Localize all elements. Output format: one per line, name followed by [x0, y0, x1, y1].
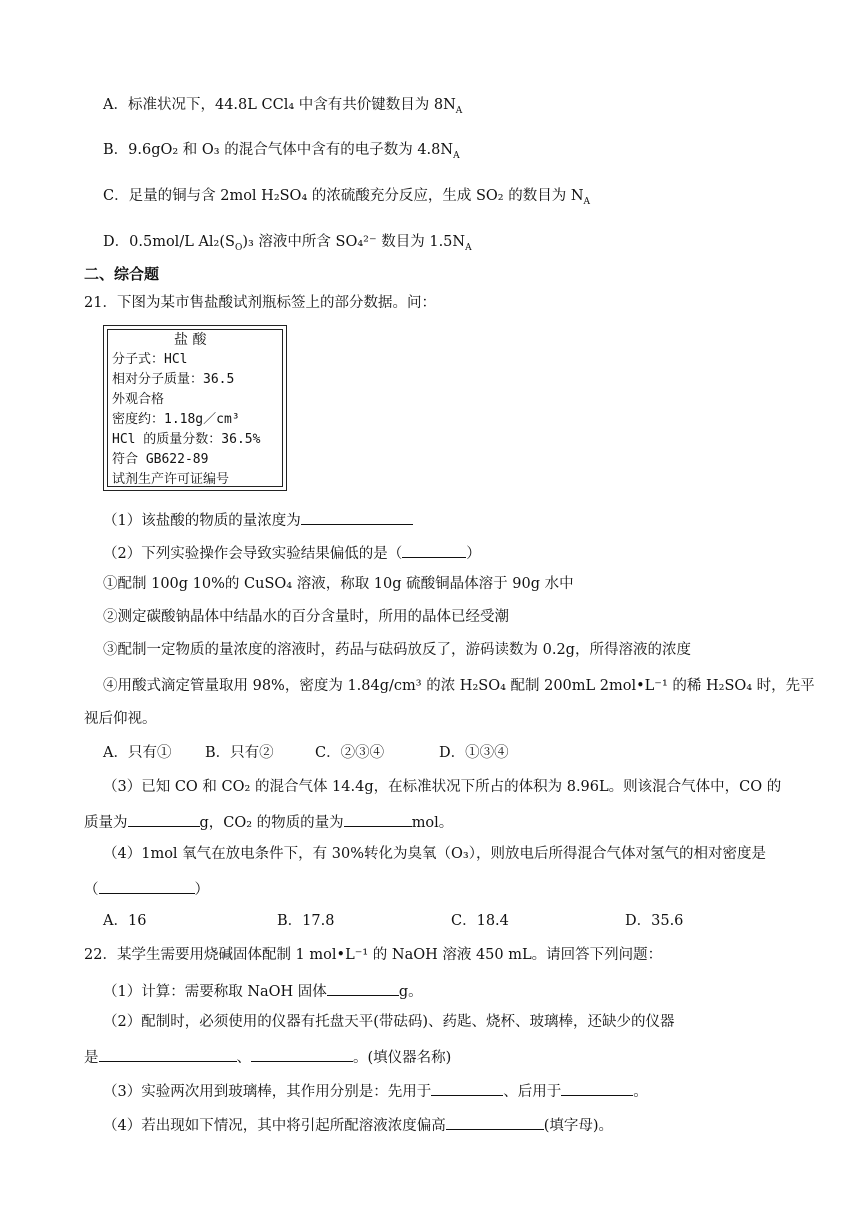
answer-blank[interactable]: [99, 877, 195, 894]
answer-blank[interactable]: [251, 1045, 353, 1062]
q21-part2-options: [103, 743, 509, 763]
q21-part4-line2: （ ）: [84, 877, 209, 900]
label-line: 符合 GB622-89: [112, 452, 209, 467]
q21-item-2: ②测定碳酸钠晶体中结晶水的百分含量时，所用的晶体已经受潮: [103, 609, 509, 625]
answer-blank[interactable]: [344, 810, 412, 827]
q21-stem: 21．下图为某市售盐酸试剂瓶标签上的部分数据。问：: [84, 295, 436, 311]
option-d[interactable]: D．①③④: [439, 745, 509, 761]
q21-part4-line1: （4）1mol 氧气在放电条件下，有 30%转化为臭氧（O₃），则放电后所得混合气体对氢气的相对密度是: [103, 846, 766, 862]
answer-blank[interactable]: [99, 1045, 237, 1062]
option-b[interactable]: B．只有②: [205, 745, 274, 761]
label-line: 试剂生产许可证编号: [112, 472, 230, 487]
answer-blank[interactable]: [561, 1079, 633, 1096]
q21-item-4: ④用酸式滴定管量取用 98%，密度为 1.84g/cm³ 的浓 H₂SO₄ 配制 200mL 2mol•L⁻¹ 的稀 H₂SO₄ 时，先平: [103, 678, 815, 694]
label-line: 相对分子质量：36.5: [112, 372, 235, 387]
q22-part1: （1）计算：需要称取 NaOH 固体 g。: [103, 979, 423, 1002]
q20-option-c: C．足量的铜与含 2mol H₂SO₄ 的浓硫酸充分反应，生成 SO₂ 的数目为 $N_A$: [103, 188, 591, 207]
option-d[interactable]: D．35.6: [625, 913, 684, 929]
q21-part1: （1）该盐酸的物质的量浓度为: [103, 508, 413, 531]
q20-option-a: A．标准状况下，44.8L CCl₄ 中含有共价键数目为 $8N_A$: [103, 97, 463, 116]
q22-part4: （4）若出现如下情况，其中将引起所配溶液浓度偏高 (填字母)。: [103, 1113, 613, 1136]
q20-option-d-text: 0.5mol/L $Al_2(S_O)_3$ 溶液中所含 SO₄²⁻ 数目为 $1.5N_A$: [129, 234, 472, 253]
label-line: HCl 的质量分数：36.5%: [112, 432, 261, 447]
answer-blank[interactable]: [446, 1113, 544, 1130]
q22-part3: （3）实验两次用到玻璃棒，其作用分别是：先用于 、后用于 。: [103, 1079, 648, 1102]
q20-option-c-text: 足量的铜与含 2mol H₂SO₄ 的浓硫酸充分反应，生成 SO₂ 的数目为 $N_A$: [128, 188, 591, 207]
q20-option-a-text: 标准状况下，44.8L CCl₄ 中含有共价键数目为 $8N_A$: [127, 97, 463, 116]
q20-option-b: B．9.6gO₂ 和 O₃ 的混合气体中含有的电子数为 $4.8N_A$: [103, 142, 460, 161]
q21-item-3: ③配制一定物质的量浓度的溶液时，药品与砝码放反了，游码读数为 0.2g，所得溶液的浓度: [103, 642, 691, 658]
option-a[interactable]: A．只有①: [103, 745, 172, 761]
q21-part3-line1: （3）已知 CO 和 CO₂ 的混合气体 14.4g，在标准状况下所占的体积为 8.96L。则该混合气体中，CO 的: [103, 779, 782, 795]
hcl-reagent-label: [103, 325, 287, 491]
section-title: 二、综合题: [84, 265, 160, 283]
q21-part3-line2: 质量为 g，CO₂ 的物质的量为 mol。: [84, 810, 453, 833]
q21-item-4-cont: 视后仰视。: [84, 711, 157, 727]
label-line: 分子式：HCl: [112, 352, 188, 367]
q20-option-b-text: 9.6gO₂ 和 O₃ 的混合气体中含有的电子数为 $4.8N_A$: [128, 142, 460, 161]
answer-blank[interactable]: [402, 541, 466, 558]
option-b[interactable]: B．17.8: [277, 913, 335, 929]
q22-part2-line2: 是 、 。(填仪器名称): [84, 1045, 451, 1068]
q22-part2-line1: （2）配制时，必须使用的仪器有托盘天平(带砝码)、药匙、烧杯、玻璃棒，还缺少的仪器: [103, 1014, 675, 1030]
answer-blank[interactable]: [327, 979, 399, 996]
q22-stem: 22．某学生需要用烧碱固体配制 1 mol•L⁻¹ 的 NaOH 溶液 450 mL。请回答下列问题：: [84, 947, 663, 963]
option-c[interactable]: C．②③④: [315, 745, 385, 761]
option-a[interactable]: A．16: [103, 913, 147, 929]
q21-part2: （2）下列实验操作会导致实验结果偏低的是（ ）: [103, 541, 481, 564]
answer-blank[interactable]: [128, 810, 200, 827]
q21-item-1: ①配制 100g 10%的 CuSO₄ 溶液，称取 10g 硫酸铜晶体溶于 90g 水中: [103, 576, 574, 592]
label-line: 外观合格: [112, 392, 165, 407]
label-line: 密度约：1.18g／cm³: [112, 412, 240, 427]
answer-blank[interactable]: [301, 508, 413, 525]
q21-part4-options: [103, 911, 683, 931]
option-c[interactable]: C．18.4: [451, 913, 509, 929]
q20-option-d: D．0.5mol/L $Al_2(S_O)_3$ 溶液中所含 SO₄²⁻ 数目为 $1.5N_A$: [103, 234, 472, 253]
answer-blank[interactable]: [431, 1079, 503, 1096]
label-title: 盐 酸: [174, 332, 207, 348]
